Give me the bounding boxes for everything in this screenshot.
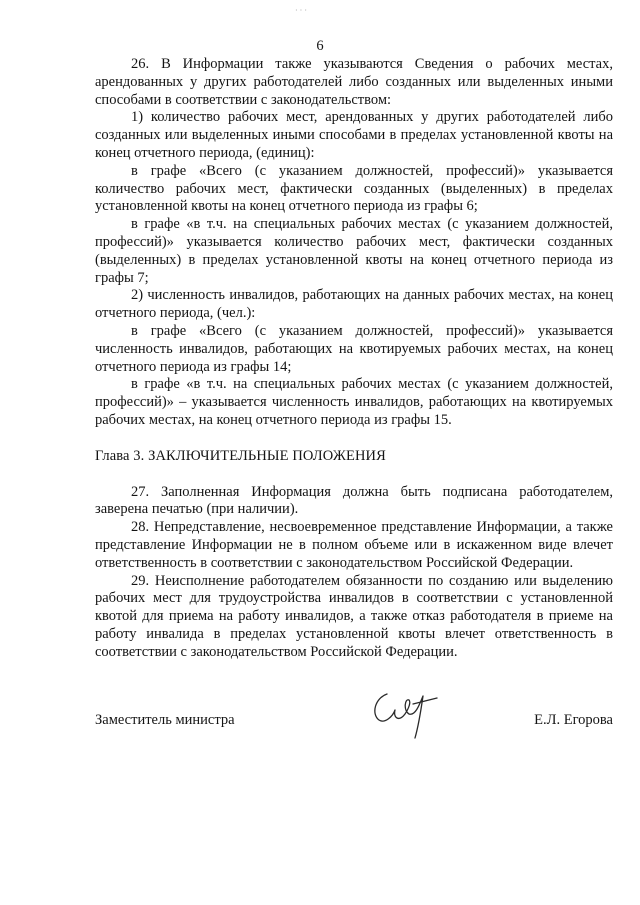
paragraph-26-item-2: 2) численность инвалидов, работающих на данных рабочих местах, на конец отчетного периода, (чел.): [95,287,613,322]
document-body [95,56,613,662]
signer-name: Е.Л. Егорова [534,712,613,728]
page-number: 6 [316,38,324,54]
paragraph-26-item-1: 1) количество рабочих мест, арендованных у других работодателей либо созданных или выделенных иными способами в пределах установленной квоты на конец отчетного периода, (единиц): [95,109,613,161]
paragraph-26-item-1-special: в графе «в т.ч. на специальных рабочих местах (с указанием должностей, профессий)» указывается количество рабочих мест, фактически созданных (выделенных) в пределах установленной квоты на конец отчетного периода из графы 7; [95,216,613,286]
handwritten-signature [365,680,445,740]
paragraph-26-item-2-special: в графе «в т.ч. на специальных рабочих местах (с указанием должностей, профессий)» – указывается численность инвалидов, работающих на квотируемых рабочих местах, на конец отчетного периода из графы 15. [95,376,613,428]
paragraph-29: 29. Неисполнение работодателем обязанности по созданию или выделению рабочих мест для трудоустройства инвалидов в соответствии с установленной квотой для приема на работу инвалидов, а также отказ работодателя в приеме на работу инвалида в пределах установленной квоты влечет ответственность в соответствии с законодательством Российской Федерации. [95,572,613,660]
signature-block [95,676,613,746]
signer-title: Заместитель министра [95,712,235,728]
paragraph-26-item-2-total: в графе «Всего (с указанием должностей, профессий)» указывается численность инвалидов, работающих на квотируемых рабочих местах, на конец отчетного периода из графы 14; [95,322,613,375]
chapter-heading: Глава 3. ЗАКЛЮЧИТЕЛЬНЫЕ ПОЛОЖЕНИЯ [95,447,386,464]
paragraph-28: 28. Непредставление, несвоевременное представление Информации, а также представление Информации не в полном объеме или в искаженном виде влечет ответственность в соответствии с законодательством Российской Федерации. [95,519,613,571]
paragraph-26: 26. В Информации также указываются Сведения о рабочих местах, арендованных у других работодателей либо созданных или выделенных иными способами в соответствии с законодательством: [95,56,613,108]
scan-artifact: · · · [295,6,307,15]
paragraph-26-item-1-total: в графе «Всего (с указанием должностей, профессий)» указывается количество рабочих мест, фактически созданных (выделенных) в пределах установленной квоты на конец отчетного периода из графы 6; [95,162,613,215]
paragraph-27: 27. Заполненная Информация должна быть подписана работодателем, заверена печатью (при наличии). [95,483,613,518]
